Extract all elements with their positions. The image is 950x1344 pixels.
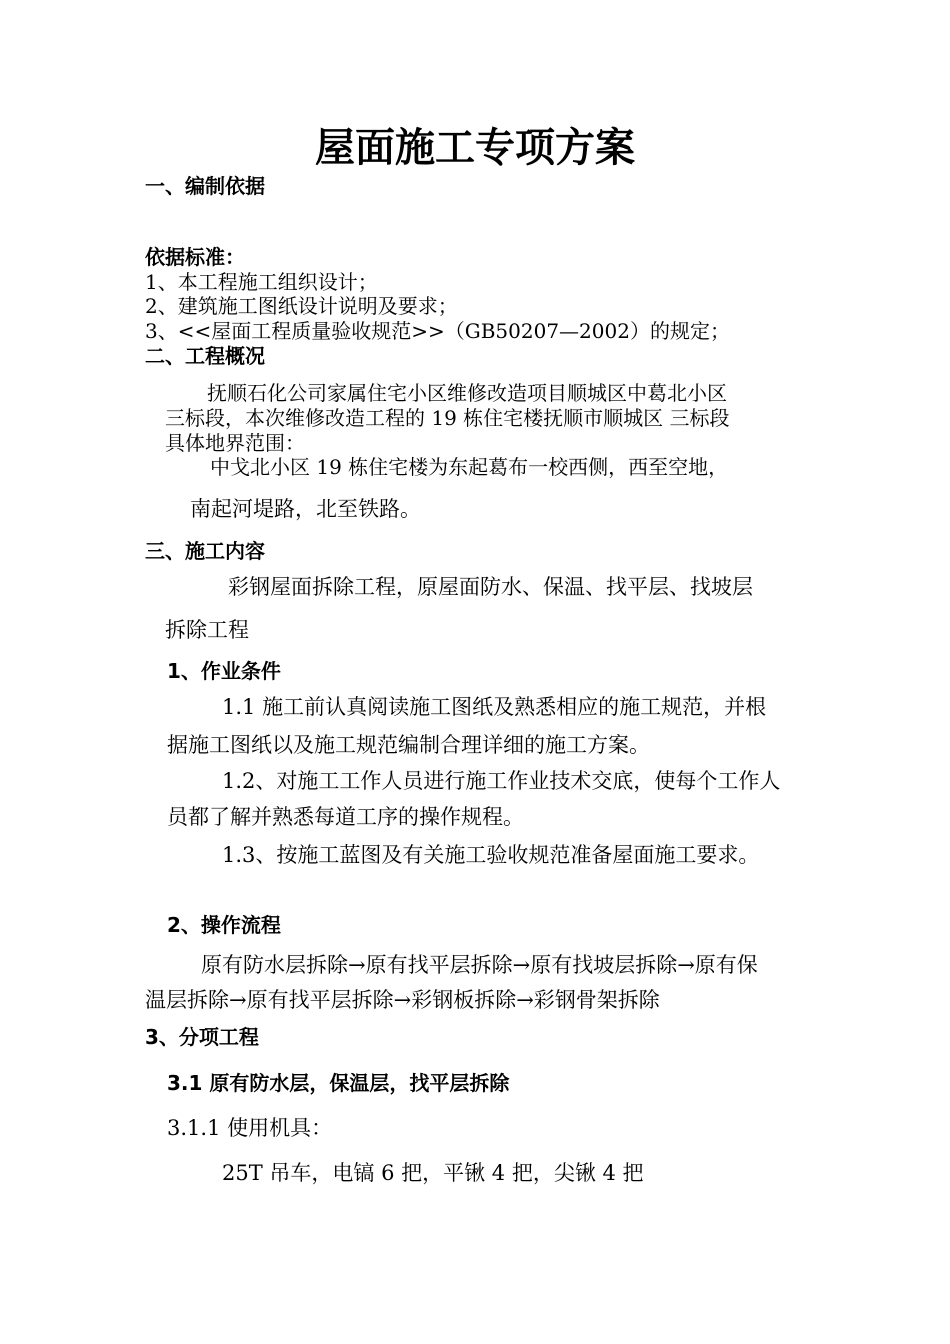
content-line-1: 彩钢屋面拆除工程，原屋面防水、保温、找平层、找坡层 [228, 575, 753, 599]
basis-item-2: 2、建筑施工图纸设计说明及要求； [145, 294, 458, 318]
basis-label: 依据标准： [145, 245, 245, 269]
basis-item-1: 1、本工程施工组织设计； [145, 270, 378, 294]
content-line-2: 拆除工程 [165, 618, 249, 642]
sub2-heading: 2、操作流程 [167, 913, 281, 937]
condition-line-5: 1.3、按施工蓝图及有关施工验收规范准备屋面施工要求。 [222, 843, 760, 867]
overview-line-5: 南起河堤路，北至铁路。 [190, 497, 421, 521]
tools-line: 25T 吊车，电镐 6 把，平锹 4 把，尖锹 4 把 [222, 1161, 644, 1185]
sub1-heading: 1、作业条件 [167, 659, 281, 683]
overview-line-1: 抚顺石化公司家属住宅小区维修改造项目顺城区中葛北小区 [207, 381, 727, 405]
flow-line-1: 原有防水层拆除→原有找平层拆除→原有找坡层拆除→原有保 [201, 953, 758, 977]
basis-item-3: 3、<<屋面工程质量验收规范>>（GB50207—2002）的规定； [145, 319, 730, 343]
sub31-heading: 3.1 原有防水层，保温层，找平层拆除 [167, 1071, 510, 1095]
sub3-heading: 3、分项工程 [145, 1025, 259, 1049]
section2-heading: 二、工程概况 [145, 344, 265, 368]
section3-heading: 三、施工内容 [145, 539, 265, 563]
sub311-label: 3.1.1 使用机具： [167, 1116, 333, 1140]
overview-line-3: 具体地界范围： [165, 431, 305, 455]
overview-line-2: 三标段，本次维修改造工程的 19 栋住宅楼抚顺市顺城区 三标段 [165, 406, 730, 430]
flow-line-2: 温层拆除→原有找平层拆除→彩钢板拆除→彩钢骨架拆除 [145, 988, 660, 1012]
condition-line-2: 据施工图纸以及施工规范编制合理详细的施工方案。 [167, 733, 650, 757]
condition-line-4: 员都了解并熟悉每道工序的操作规程。 [167, 805, 524, 829]
overview-line-4: 中戈北小区 19 栋住宅楼为东起葛布一校西侧，西至空地， [210, 455, 729, 479]
document-title: 屋面施工专项方案 [315, 124, 635, 171]
condition-line-3: 1.2、对施工工作人员进行施工作业技术交底，使每个工作人 [222, 769, 781, 793]
section1-heading: 一、编制依据 [145, 174, 265, 198]
condition-line-1: 1.1 施工前认真阅读施工图纸及熟悉相应的施工规范，并根 [222, 695, 767, 719]
